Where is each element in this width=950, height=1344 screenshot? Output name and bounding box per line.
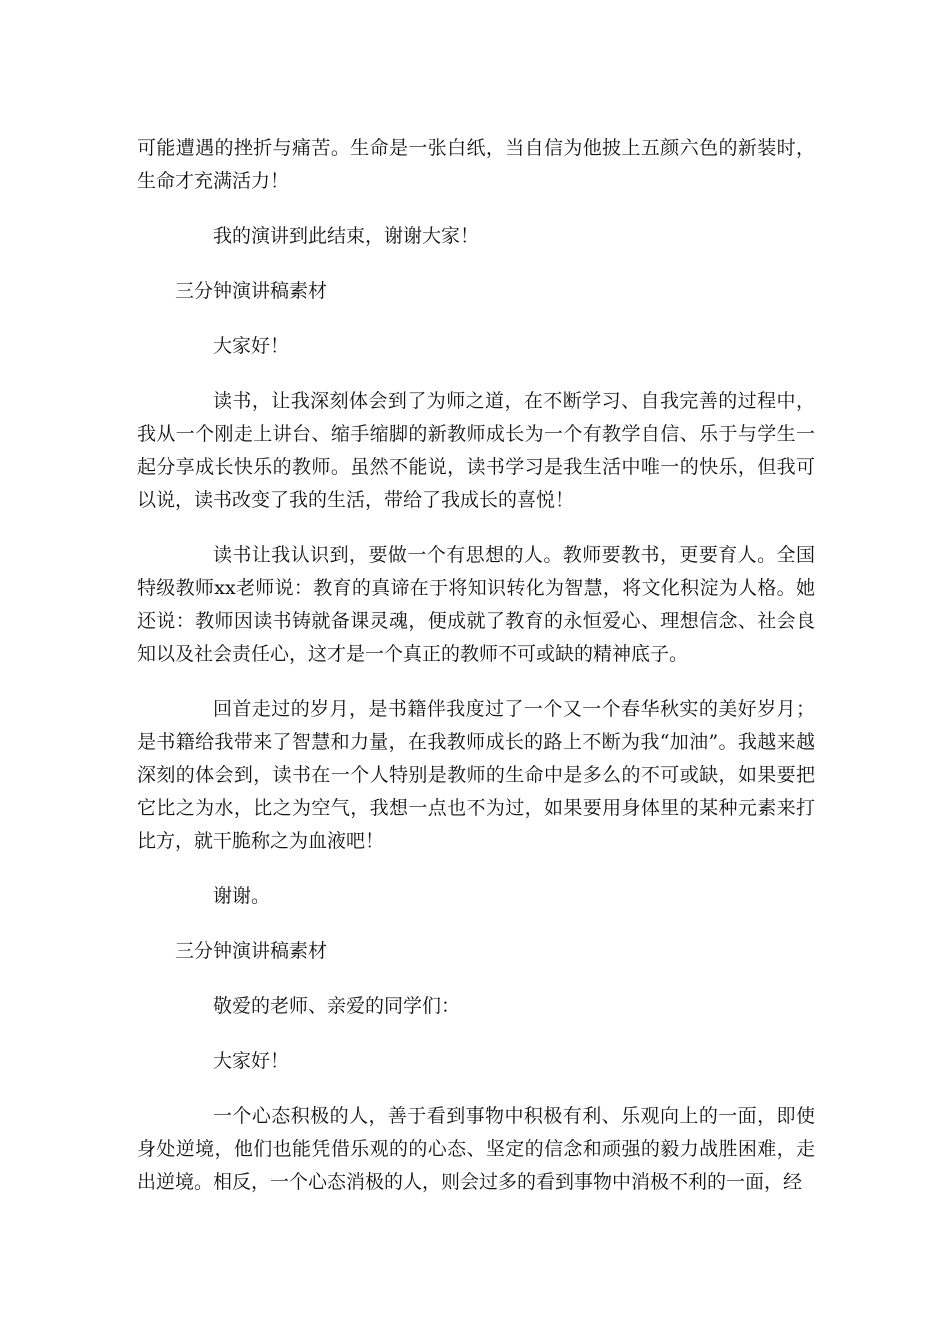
paragraph-continuation: 可能遭遇的挫折与痛苦。生命是一张白纸，当自信为他披上五颜六色的新装时，生命才充满活力！	[137, 137, 815, 192]
paragraph-body: 读书，让我深刻体会到了为师之道，在不断学习、自我完善的过程中，我从一个刚走上讲台、缩手缩脚的新教师成长为一个有教学自信、乐于与学生一起分享成长快乐的教师。虽然不能说，读书学习是我生活中唯一的快乐，但我可以说，读书改变了我的生活，带给了我成长的喜悦！	[137, 390, 815, 511]
paragraph-greeting: 大家好！	[213, 1050, 290, 1072]
section-heading: 三分钟演讲稿素材	[175, 280, 328, 302]
section-heading: 三分钟演讲稿素材	[175, 940, 328, 962]
paragraph-body: 读书让我认识到，要做一个有思想的人。教师要教书，更要育人。全国特级教师xx老师说：教育的真谛在于将知识转化为智慧，将文化积淀为人格。她还说：教师因读书铸就备课灵魂，便成就了教育的永恒爱心、理想信念、社会良知以及社会责任心，这才是一个真正的教师不可或缺的精神底子。	[137, 544, 815, 665]
paragraph-greeting: 大家好！	[213, 335, 290, 357]
paragraph-body: 回首走过的岁月，是书籍伴我度过了一个又一个春华秋实的美好岁月；是书籍给我带来了智慧和力量，在我教师成长的路上不断为我“加油”。我越来越深刻的体会到，读书在一个人特别是教师的生命中是多么的不可或缺，如果要把它比之为水，比之为空气，我想一点也不为过，如果要用身体里的某种元素来打比方，就干脆称之为血液吧！	[137, 698, 815, 852]
document-body	[137, 132, 815, 1221]
paragraph-thanks: 谢谢。	[213, 885, 271, 907]
paragraph-salutation: 敬爱的老师、亲爱的同学们：	[213, 995, 461, 1017]
paragraph-closing: 我的演讲到此结束，谢谢大家！	[213, 225, 480, 247]
paragraph-body: 一个心态积极的人，善于看到事物中积极有利、乐观向上的一面，即使身处逆境，他们也能凭借乐观的的心态、坚定的信念和顽强的毅力战胜困难，走出逆境。相反，一个心态消极的人，则会过多的看到事物中消极不利的一面，经	[137, 1105, 815, 1193]
